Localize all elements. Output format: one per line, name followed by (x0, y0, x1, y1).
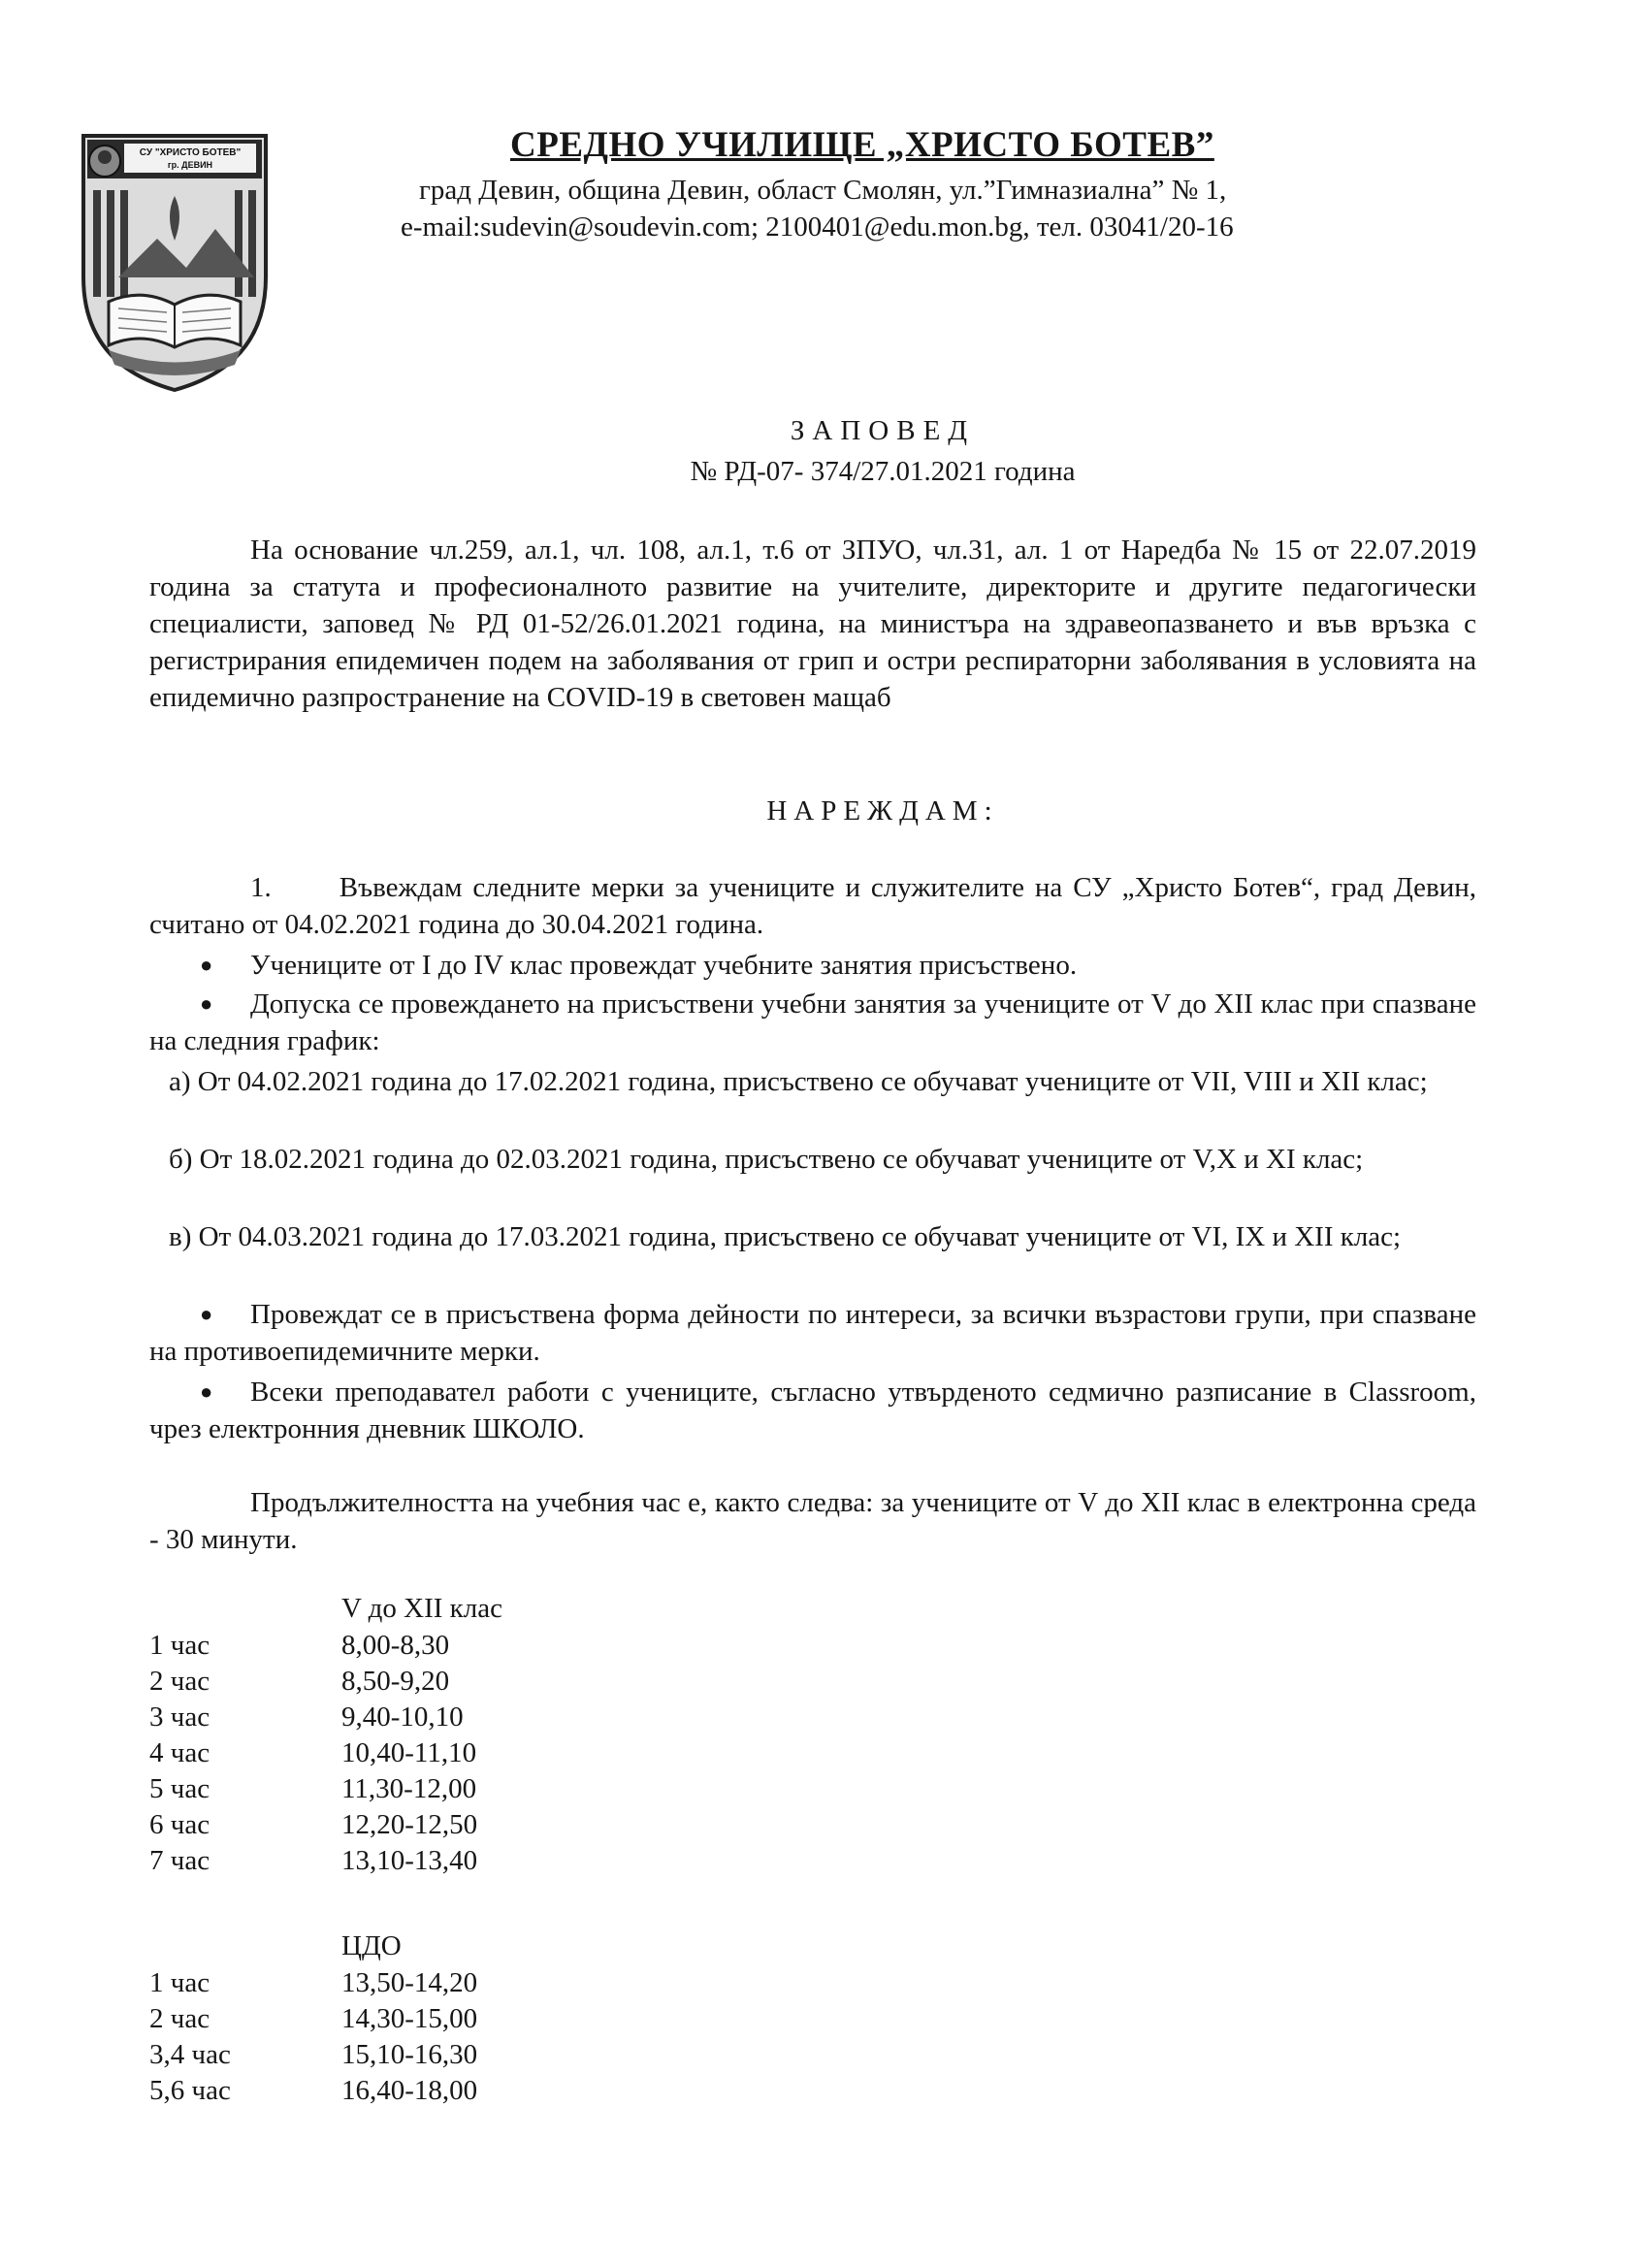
time-range: 8,00-8,30 (341, 1630, 450, 1661)
bullet-icon: ● (200, 953, 213, 977)
item-1-number: 1. (250, 872, 272, 903)
bullet-text: Провеждат се в присъствена форма дейности по интереси, за всички възрастови групи, при спазване на противоепидемичните мерки. (149, 1299, 1476, 1367)
bullet-text: Всеки преподавател работи с учениците, съгласно утвърденото седмично разписание в Classroom, чрез електронния дневник ШКОЛО. (149, 1377, 1476, 1444)
time-range: 13,50-14,20 (341, 1967, 478, 1998)
schedule-row (149, 1845, 477, 1877)
order-title: ЗАПОВЕД (790, 415, 976, 446)
bullet-icon: ● (200, 1302, 213, 1326)
hour-label: 6 час (149, 1809, 210, 1840)
schedule-row (149, 1773, 476, 1805)
schedule-row (149, 2039, 477, 2071)
schedule-row (149, 2075, 477, 2107)
item-1-text: Въвеждам следните мерки за учениците и служителите на СУ „Христо Ботев“, град Девин, считано от 04.02.2021 година до 30.04.2021 година. (149, 872, 1476, 940)
schedule-row (149, 1701, 464, 1733)
bullet-icon: ● (200, 991, 213, 1016)
time-range: 15,10-16,30 (341, 2039, 478, 2070)
time-range: 9,40-10,10 (341, 1701, 464, 1733)
legal-basis-paragraph: На основание чл.259, ал.1, чл. 108, ал.1, т.6 от ЗПУО, чл.31, ал. 1 от Наредба № 15 от 22.07.2019 година за статута и професионалното развитие на учителите, директорите и другите педагогически специалисти, заповед № РД 01-52/26.01.2021 година, на министъра на здравеопазването и във връзка с регистрирания епидемичен подем на заболявания от грип и остри респираторни заболявания в условията на епидемично разпространение на COVID-19 в световен мащаб (149, 535, 1476, 713)
schedule-heading: V до XII клас (341, 1593, 502, 1624)
school-address: град Девин, община Девин, област Смолян, ул.”Гимназиална” № 1, (419, 175, 1227, 206)
schedule-period-b: б) От 18.02.2021 година до 02.03.2021 година, присъствено се обучават учениците от V,X и XI клас; (169, 1144, 1364, 1175)
bullet-icon: ● (200, 1379, 213, 1404)
school-name: СРЕДНО УЧИЛИЩЕ „ХРИСТО БОТЕВ” (510, 125, 1214, 165)
hour-label: 2 час (149, 2003, 210, 2034)
school-crest-logo (80, 132, 270, 394)
schedule-row (149, 2003, 477, 2035)
hour-label: 7 час (149, 1845, 210, 1876)
time-range: 8,50-9,20 (341, 1666, 450, 1697)
hour-label: 4 час (149, 1737, 210, 1768)
bullet-item (149, 986, 1476, 1059)
decree-heading: НАРЕЖДАМ: (766, 795, 999, 826)
hour-label: 2 час (149, 1666, 210, 1697)
hour-label: 1 час (149, 1967, 210, 1998)
hour-label: 5,6 час (149, 2075, 231, 2106)
schedule-row (149, 1809, 477, 1841)
schedule-row (149, 1666, 449, 1698)
lesson-duration-paragraph: Продължителността на учебния час е, както следва: за учениците от V до XII клас в електронна среда - 30 минути. (149, 1487, 1476, 1555)
time-range: 13,10-13,40 (341, 1845, 478, 1876)
schedule-period-c: в) От 04.03.2021 година до 17.03.2021 година, присъствено се обучават учениците от VI, IX и XII клас; (169, 1221, 1402, 1252)
bullet-item (149, 1374, 1476, 1447)
schedule-row (149, 1737, 476, 1769)
bullet-text: Учениците от I до IV клас провеждат учебните занятия присъствено. (250, 950, 1078, 981)
logo-text-2: гр. ДЕВИН (167, 160, 213, 170)
hour-label: 3,4 час (149, 2039, 231, 2070)
cdo-heading: ЦДО (341, 1930, 402, 1961)
time-range: 10,40-11,10 (341, 1737, 477, 1768)
time-range: 16,40-18,00 (341, 2075, 478, 2106)
time-range: 12,20-12,50 (341, 1809, 478, 1840)
bullet-text: Допуска се провеждането на присъствени учебни занятия за учениците от V до XII клас при спазване на следния график: (149, 988, 1476, 1056)
time-range: 14,30-15,00 (341, 2003, 478, 2034)
schedule-row (149, 1967, 477, 1999)
hour-label: 5 час (149, 1773, 210, 1804)
order-number: № РД-07- 374/27.01.2021 година (690, 456, 1076, 487)
schedule-period-a: а) От 04.02.2021 година до 17.02.2021 година, присъствено се обучават учениците от VII, VIII и XII клас; (169, 1066, 1428, 1097)
item-1-paragraph (149, 869, 1476, 943)
school-contacts: e-mail:sudevin@soudevin.com; 2100401@edu.mon.bg, тел. 03041/20-16 (401, 211, 1234, 243)
schedule-row (149, 1630, 449, 1662)
hour-label: 1 час (149, 1630, 210, 1661)
logo-text-1: СУ "ХРИСТО БОТЕВ" (139, 147, 242, 158)
hour-label: 3 час (149, 1701, 210, 1733)
bullet-item (149, 947, 1476, 984)
bullet-item (149, 1296, 1476, 1370)
time-range: 11,30-12,00 (341, 1773, 477, 1804)
